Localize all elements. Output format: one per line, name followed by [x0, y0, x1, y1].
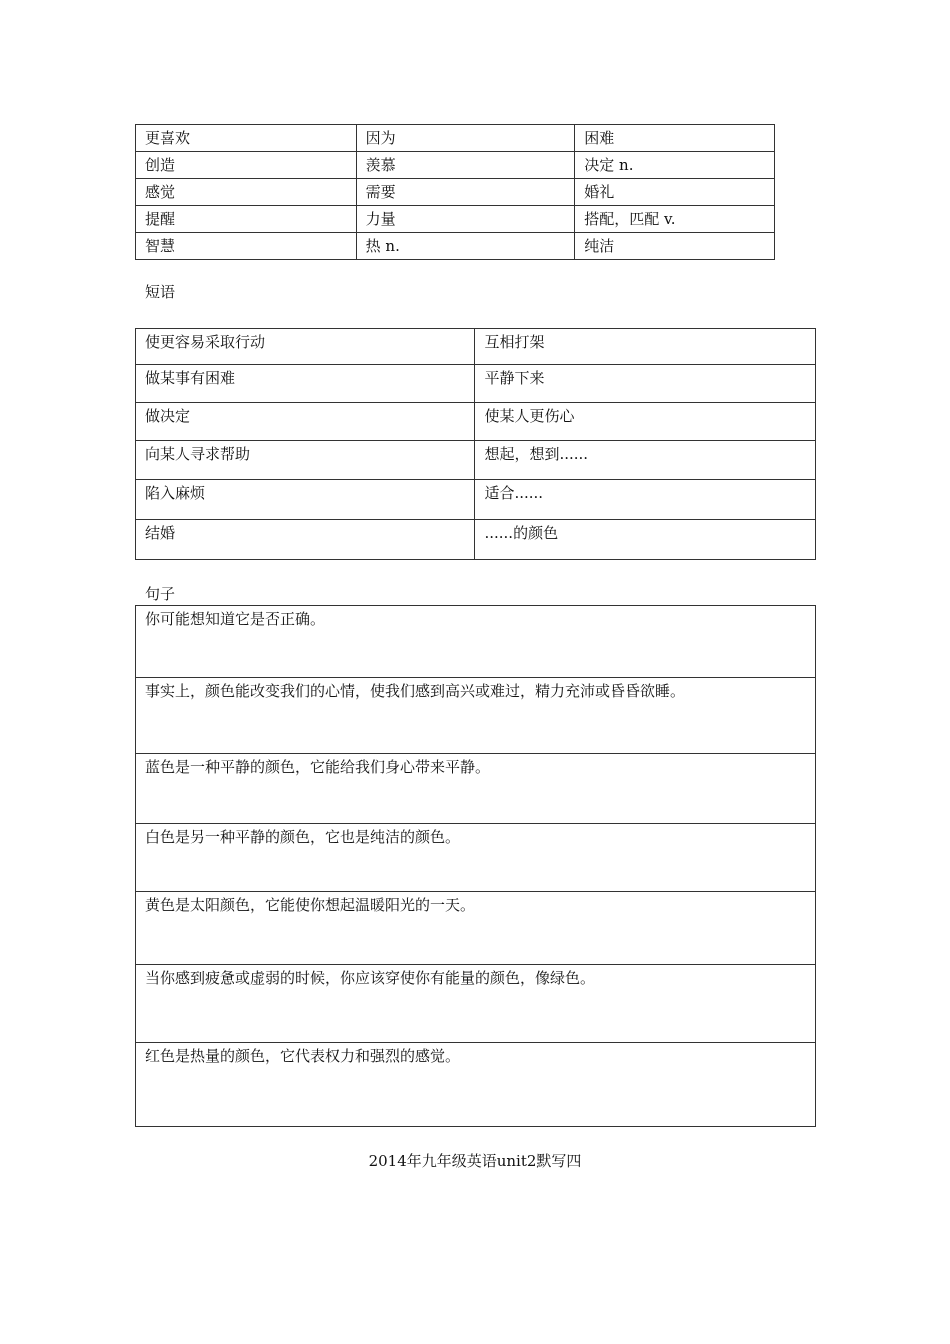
vocab-cell: 婚礼 — [575, 179, 775, 206]
table-row — [136, 365, 816, 403]
table-row — [136, 606, 816, 678]
phrase-cell: 做决定 — [136, 403, 475, 441]
phrase-cell: 互相打架 — [475, 329, 816, 365]
table-row — [136, 403, 816, 441]
vocab-cell: 纯洁 — [575, 233, 775, 260]
table-row — [136, 441, 816, 480]
phrase-cell: 平静下来 — [475, 365, 816, 403]
phrase-cell: 适合...... — [475, 480, 816, 520]
sentence-cell: 黄色是太阳颜色，它能使你想起温暖阳光的一天。 — [136, 892, 816, 965]
phrase-cell: 想起，想到...... — [475, 441, 816, 480]
sentences-heading: 句子 — [145, 585, 176, 603]
sentence-cell: 红色是热量的颜色，它代表权力和强烈的感觉。 — [136, 1043, 816, 1127]
vocab-cell: 羡慕 — [356, 152, 575, 179]
table-row — [136, 206, 775, 233]
table-row — [136, 329, 816, 365]
phrases-table — [135, 328, 816, 560]
vocab-cell: 热 n. — [356, 233, 575, 260]
table-row — [136, 824, 816, 892]
phrase-cell: 向某人寻求帮助 — [136, 441, 475, 480]
sentence-cell: 事实上，颜色能改变我们的心情，使我们感到高兴或难过，精力充沛或昏昏欲睡。 — [136, 678, 816, 754]
table-row — [136, 152, 775, 179]
table-row — [136, 480, 816, 520]
vocab-cell: 困难 — [575, 125, 775, 152]
table-row — [136, 233, 775, 260]
phrase-cell: 陷入麻烦 — [136, 480, 475, 520]
vocab-cell: 智慧 — [136, 233, 357, 260]
phrase-cell: 做某事有困难 — [136, 365, 475, 403]
phrase-cell: 使某人更伤心 — [475, 403, 816, 441]
vocab-cell: 因为 — [356, 125, 575, 152]
table-row — [136, 179, 775, 206]
table-row — [136, 754, 816, 824]
vocab-cell: 决定 n. — [575, 152, 775, 179]
vocab-cell: 力量 — [356, 206, 575, 233]
table-row — [136, 1043, 816, 1127]
phrases-heading: 短语 — [145, 283, 176, 301]
vocab-cell: 需要 — [356, 179, 575, 206]
vocabulary-table — [135, 124, 775, 260]
vocab-cell: 更喜欢 — [136, 125, 357, 152]
sentence-cell: 你可能想知道它是否正确。 — [136, 606, 816, 678]
table-row — [136, 125, 775, 152]
vocab-cell: 创造 — [136, 152, 357, 179]
phrase-cell: 结婚 — [136, 520, 475, 560]
phrase-cell: ......的颜色 — [475, 520, 816, 560]
sentence-cell: 蓝色是一种平静的颜色，它能给我们身心带来平静。 — [136, 754, 816, 824]
document-title-footer: 2014年九年级英语unit2默写四 — [368, 1152, 582, 1170]
sentences-table — [135, 605, 816, 1127]
vocab-cell: 搭配，匹配 v. — [575, 206, 775, 233]
sentence-cell: 当你感到疲惫或虚弱的时候，你应该穿使你有能量的颜色，像绿色。 — [136, 965, 816, 1043]
phrase-cell: 使更容易采取行动 — [136, 329, 475, 365]
table-row — [136, 678, 816, 754]
vocab-cell: 感觉 — [136, 179, 357, 206]
table-row — [136, 965, 816, 1043]
table-row — [136, 892, 816, 965]
table-row — [136, 520, 816, 560]
sentence-cell: 白色是另一种平静的颜色，它也是纯洁的颜色。 — [136, 824, 816, 892]
vocab-cell: 提醒 — [136, 206, 357, 233]
